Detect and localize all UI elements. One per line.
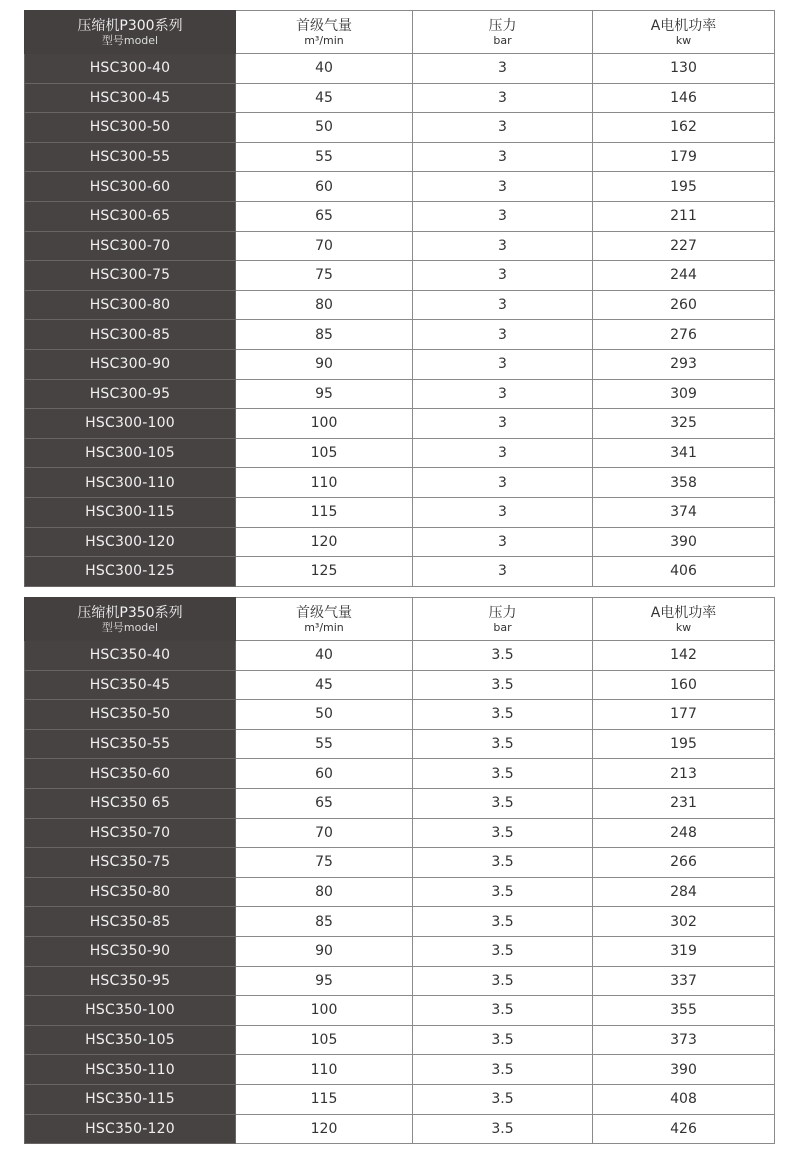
pressure-cell: 3.5 [413,877,593,907]
model-cell: HSC300-125 [25,557,236,587]
power-unit: kw [675,620,692,634]
table-row [25,966,775,996]
flow-cell: 70 [236,231,413,261]
flow-cell: 125 [236,557,413,587]
pressure-cell: 3.5 [413,907,593,937]
pressure-column-header [413,598,593,641]
table-row [25,996,775,1026]
pressure-cell: 3.5 [413,1084,593,1114]
flow-cell: 95 [236,379,413,409]
pressure-cell: 3 [413,409,593,439]
pressure-unit: bar [493,33,512,47]
power-cell: 374 [593,497,775,527]
power-cell: 341 [593,438,775,468]
power-label: A电机功率 [650,17,717,34]
power-cell: 211 [593,201,775,231]
flow-cell: 105 [236,1025,413,1055]
header-row [25,11,775,54]
power-cell: 195 [593,172,775,202]
model-cell: HSC300-85 [25,320,236,350]
pressure-cell: 3.5 [413,788,593,818]
pressure-cell: 3 [413,557,593,587]
pressure-cell: 3 [413,83,593,113]
table-row [25,54,775,84]
pressure-cell: 3.5 [413,936,593,966]
model-cell: HSC350-70 [25,818,236,848]
flow-cell: 55 [236,142,413,172]
table-row [25,113,775,143]
flow-cell: 85 [236,320,413,350]
model-cell: HSC350-60 [25,759,236,789]
flow-cell: 110 [236,1055,413,1085]
flow-cell: 65 [236,201,413,231]
pressure-cell: 3 [413,231,593,261]
flow-cell: 90 [236,936,413,966]
flow-cell: 75 [236,261,413,291]
pressure-cell: 3.5 [413,700,593,730]
flow-cell: 75 [236,848,413,878]
header-row [25,598,775,641]
model-cell: HSC350-105 [25,1025,236,1055]
flow-cell: 60 [236,172,413,202]
table-row [25,379,775,409]
model-label: 型号model [101,33,159,47]
power-unit: kw [675,33,692,47]
power-cell: 260 [593,290,775,320]
table-row [25,1114,775,1144]
pressure-label: 压力 [488,604,517,621]
table-row [25,320,775,350]
model-cell: HSC300-80 [25,290,236,320]
flow-cell: 50 [236,700,413,730]
power-cell: 227 [593,231,775,261]
table-row [25,759,775,789]
model-cell: HSC350-120 [25,1114,236,1144]
model-cell: HSC300-70 [25,231,236,261]
flow-cell: 65 [236,788,413,818]
flow-column-header [236,11,413,54]
table-row [25,231,775,261]
table-row [25,497,775,527]
table-row [25,142,775,172]
flow-cell: 85 [236,907,413,937]
pressure-cell: 3.5 [413,641,593,671]
flow-cell: 55 [236,729,413,759]
power-cell: 231 [593,788,775,818]
table-row [25,818,775,848]
pressure-cell: 3.5 [413,966,593,996]
series-title: 压缩机P350系列 [77,604,183,621]
model-cell: HSC300-40 [25,54,236,84]
flow-cell: 120 [236,1114,413,1144]
pressure-cell: 3 [413,379,593,409]
table-row [25,641,775,671]
pressure-cell: 3.5 [413,729,593,759]
spec-table-p300 [24,10,775,587]
flow-cell: 90 [236,349,413,379]
power-cell: 284 [593,877,775,907]
table-row [25,788,775,818]
model-cell: HSC350-80 [25,877,236,907]
flow-cell: 115 [236,497,413,527]
flow-cell: 80 [236,877,413,907]
power-cell: 319 [593,936,775,966]
table-row [25,527,775,557]
table-row [25,201,775,231]
flow-cell: 45 [236,83,413,113]
table-header [25,11,775,54]
power-cell: 266 [593,848,775,878]
table-header [25,598,775,641]
table-row [25,700,775,730]
power-cell: 325 [593,409,775,439]
pressure-cell: 3 [413,201,593,231]
model-cell: HSC300-65 [25,201,236,231]
model-cell: HSC300-75 [25,261,236,291]
power-column-header [593,11,775,54]
table-row [25,557,775,587]
model-column-header [25,11,236,54]
model-cell: HSC300-115 [25,497,236,527]
power-label: A电机功率 [650,604,717,621]
table-body [25,641,775,1144]
power-cell: 130 [593,54,775,84]
model-cell: HSC300-110 [25,468,236,498]
pressure-column-header [413,11,593,54]
spec-table-p350 [24,597,775,1144]
flow-cell: 95 [236,966,413,996]
flow-column-header [236,598,413,641]
model-cell: HSC350-90 [25,936,236,966]
flow-label: 首级气量 [296,17,352,34]
flow-cell: 80 [236,290,413,320]
model-cell: HSC300-60 [25,172,236,202]
table-row [25,670,775,700]
pressure-unit: bar [493,620,512,634]
model-cell: HSC350-85 [25,907,236,937]
flow-cell: 105 [236,438,413,468]
table-row [25,83,775,113]
table-row [25,729,775,759]
model-cell: HSC300-120 [25,527,236,557]
table-body [25,54,775,587]
flow-unit: m³/min [304,33,344,47]
model-cell: HSC300-105 [25,438,236,468]
model-cell: HSC350-45 [25,670,236,700]
power-cell: 337 [593,966,775,996]
power-cell: 142 [593,641,775,671]
model-cell: HSC350-100 [25,996,236,1026]
flow-cell: 100 [236,996,413,1026]
table-row [25,1055,775,1085]
table-row [25,848,775,878]
power-cell: 358 [593,468,775,498]
flow-cell: 45 [236,670,413,700]
pressure-cell: 3 [413,113,593,143]
table-row [25,877,775,907]
power-cell: 302 [593,907,775,937]
model-cell: HSC300-95 [25,379,236,409]
flow-cell: 60 [236,759,413,789]
table-row [25,172,775,202]
flow-label: 首级气量 [296,604,352,621]
pressure-cell: 3 [413,349,593,379]
pressure-cell: 3.5 [413,848,593,878]
pressure-cell: 3.5 [413,759,593,789]
pressure-cell: 3 [413,172,593,202]
power-cell: 195 [593,729,775,759]
model-label: 型号model [101,620,159,634]
table-row [25,290,775,320]
pressure-cell: 3 [413,527,593,557]
power-cell: 293 [593,349,775,379]
table-row [25,907,775,937]
model-cell: HSC350-55 [25,729,236,759]
pressure-cell: 3.5 [413,1025,593,1055]
power-cell: 373 [593,1025,775,1055]
table-row [25,468,775,498]
model-cell: HSC350-110 [25,1055,236,1085]
model-cell: HSC300-50 [25,113,236,143]
power-cell: 406 [593,557,775,587]
pressure-cell: 3 [413,54,593,84]
flow-cell: 40 [236,641,413,671]
pressure-cell: 3.5 [413,1055,593,1085]
pressure-label: 压力 [488,17,517,34]
model-cell: HSC350-115 [25,1084,236,1114]
table-row [25,261,775,291]
power-cell: 160 [593,670,775,700]
model-cell: HSC350-95 [25,966,236,996]
pressure-cell: 3.5 [413,996,593,1026]
power-cell: 248 [593,818,775,848]
flow-cell: 100 [236,409,413,439]
pressure-cell: 3 [413,142,593,172]
pressure-cell: 3.5 [413,1114,593,1144]
model-cell: HSC300-45 [25,83,236,113]
model-cell: HSC300-90 [25,349,236,379]
power-cell: 390 [593,1055,775,1085]
power-cell: 179 [593,142,775,172]
power-cell: 309 [593,379,775,409]
power-cell: 426 [593,1114,775,1144]
table-row [25,438,775,468]
model-cell: HSC350 65 [25,788,236,818]
model-cell: HSC300-100 [25,409,236,439]
model-column-header [25,598,236,641]
table-row [25,409,775,439]
pressure-cell: 3 [413,438,593,468]
power-cell: 146 [593,83,775,113]
pressure-cell: 3 [413,468,593,498]
table-row [25,1084,775,1114]
flow-cell: 120 [236,527,413,557]
power-column-header [593,598,775,641]
power-cell: 177 [593,700,775,730]
power-cell: 244 [593,261,775,291]
pressure-cell: 3 [413,320,593,350]
flow-cell: 50 [236,113,413,143]
pressure-cell: 3.5 [413,818,593,848]
flow-unit: m³/min [304,620,344,634]
pressure-cell: 3 [413,261,593,291]
model-cell: HSC350-50 [25,700,236,730]
pressure-cell: 3 [413,497,593,527]
model-cell: HSC300-55 [25,142,236,172]
model-cell: HSC350-40 [25,641,236,671]
model-cell: HSC350-75 [25,848,236,878]
pressure-cell: 3.5 [413,670,593,700]
power-cell: 213 [593,759,775,789]
flow-cell: 115 [236,1084,413,1114]
power-cell: 408 [593,1084,775,1114]
power-cell: 162 [593,113,775,143]
pressure-cell: 3 [413,290,593,320]
series-title: 压缩机P300系列 [77,17,183,34]
power-cell: 276 [593,320,775,350]
flow-cell: 40 [236,54,413,84]
flow-cell: 70 [236,818,413,848]
table-row [25,1025,775,1055]
power-cell: 390 [593,527,775,557]
table-row [25,936,775,966]
power-cell: 355 [593,996,775,1026]
flow-cell: 110 [236,468,413,498]
table-row [25,349,775,379]
